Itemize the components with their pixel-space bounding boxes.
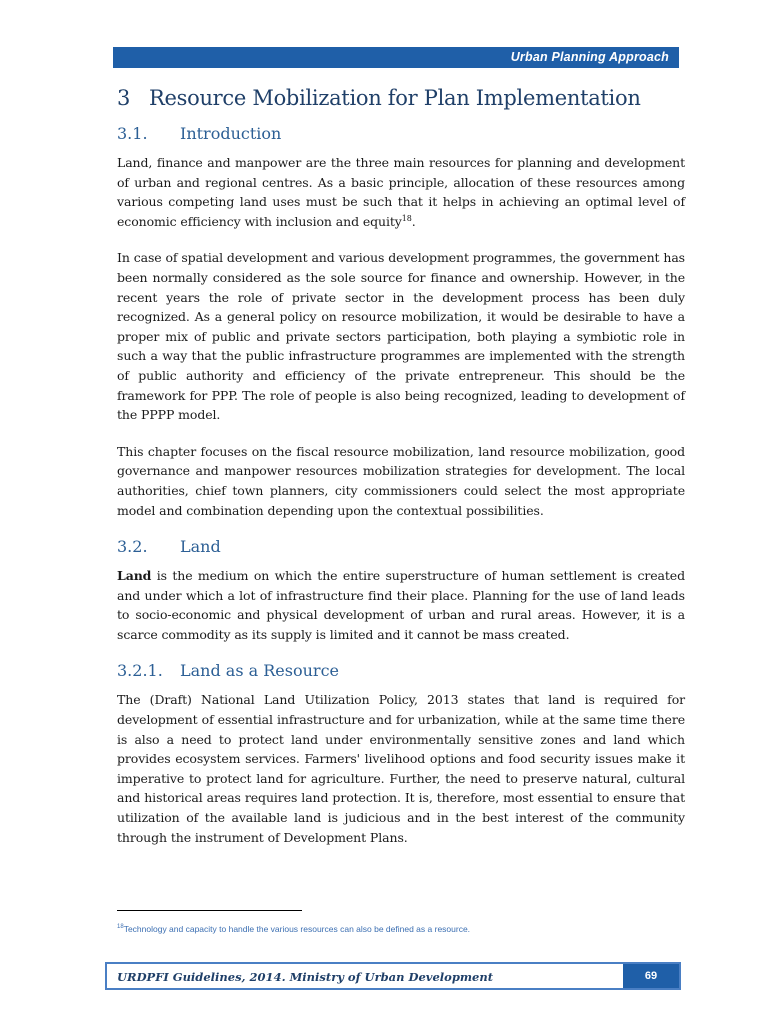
section-heading-land-as-resource	[117, 661, 685, 680]
paragraph-text: is the medium on which the entire superstructure of human settlement is created and under which a lot of infrastructure find their place. Planning for the use of land leads to socio-economic and physical development of urban and rural areas. However, it is a scarce commodity as its supply is limited and it cannot be mass created.	[117, 568, 685, 642]
intro-paragraph-3: This chapter focuses on the fiscal resource mobilization, land resource mobilization, good governance and manpower resources mobilization strategies for development. The local authorities, chief town planners, city commissioners could select the most appropriate model and combination depending upon the contextual possibilities.	[117, 443, 685, 518]
page-footer	[105, 962, 681, 990]
paragraph-end: .	[411, 213, 416, 229]
chapter-title	[117, 86, 685, 110]
chapter-title-text: Resource Mobilization for Plan Implementation	[149, 86, 641, 110]
bold-term: Land	[117, 568, 152, 584]
section-number: 3.2.1.	[117, 661, 163, 681]
section-title: Introduction	[180, 124, 282, 143]
intro-paragraph-1	[117, 153, 685, 231]
page-number: 69	[623, 964, 679, 988]
section-number: 3.2.	[117, 537, 148, 557]
paragraph-text: Land, finance and manpower are the three main resources for planning and development of urban and regional centres. As a basic principle, allocation of these resources among various competing land uses must be such that it helps in achieving an optimal level of economic efficiency with inclusion and equity	[117, 155, 685, 229]
running-header	[113, 47, 679, 68]
section-number: 3.1.	[117, 124, 148, 143]
footnote-marker: 18	[117, 924, 124, 931]
land-resource-paragraph-1: The (Draft) National Land Utilization Policy, 2013 states that land is required for development of essential infrastructure and for urbanization, while at the same time there is also a need to protect land under environmentally sensitive zones and land which provides ecosystem services. Farmers' livelihood options and food security issues make it imperative to protect land for agriculture. Further, the need to preserve natural, cultural and historical areas requires land protection. It is, therefore, most essential to ensure that utilization of the available land is judicious and in the best interest of the community through the instrument of Development Plans.	[117, 692, 685, 845]
footnote-divider	[117, 910, 302, 911]
intro-paragraph-2: In case of spatial development and various development programmes, the government has been normally considered as the sole source for finance and ownership. However, in the recent years the role of private sector in the development process has been duly recognized. As a general policy on resource mobilization, it would be desirable to have a proper mix of public and private sectors participation, both playing a symbiotic role in such a way that the public infrastructure programmes are implemented with the strength of public authority and efficiency of the private entrepreneur. This should be the framework for PPP. The role of people is also being recognized, leading to development of the PPPP model.	[117, 250, 685, 423]
footnote-reference[interactable]: 18	[401, 213, 412, 223]
section-heading-land	[117, 537, 685, 556]
land-paragraph-1	[117, 566, 685, 644]
chapter-number: 3	[117, 86, 131, 110]
section-heading-introduction	[117, 124, 685, 143]
footer-text: URDPFI Guidelines, 2014. Ministry of Urban Development	[117, 970, 494, 984]
section-title: Land	[180, 537, 221, 557]
footnote-text: Technology and capacity to handle the various resources can also be defined as a resource.	[123, 924, 471, 934]
page-content	[117, 86, 685, 864]
section-title: Land as a Resource	[180, 661, 339, 681]
footnote	[117, 924, 677, 934]
running-header-title: Urban Planning Approach	[510, 50, 669, 64]
